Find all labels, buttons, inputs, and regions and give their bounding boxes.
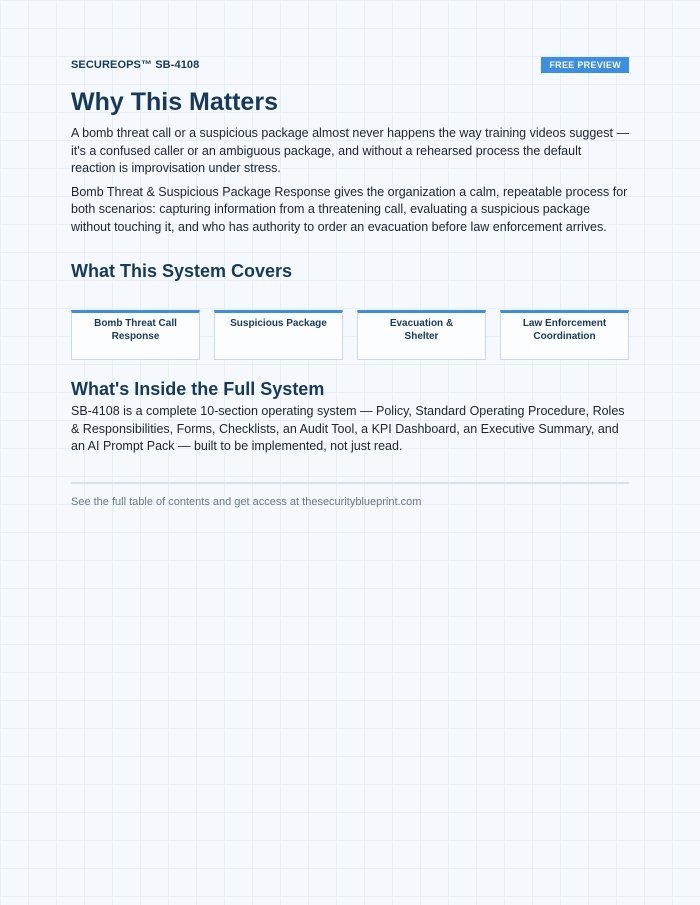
inside-paragraph: SB-4108 is a complete 10-section operating system — Policy, Standard Operating Procedure, Roles & Responsibilities, Forms, Checklists, an Audit Tool, a KPI Dashboard, an Executive Summary, and an AI Prompt Pack — built to be implemented, not just read.	[71, 404, 625, 453]
free-preview-badge: FREE PREVIEW	[541, 57, 629, 73]
why-paragraph-2: Bomb Threat & Suspicious Package Response gives the organization a calm, repeatable process for both scenarios: capturing information from a threatening call, evaluating a suspicious package without touching it, and who has authority to order an evacuation before law enforcement arrives.	[71, 184, 628, 234]
section-divider	[71, 482, 629, 484]
card-label: Suspicious Package	[230, 318, 327, 329]
covers-heading: What This System Covers	[71, 261, 293, 281]
covers-card-row	[71, 310, 629, 360]
brand-label: SECUREOPS™ SB-4108	[71, 59, 200, 71]
card-law-enforcement-coordination	[500, 310, 629, 360]
card-label: Bomb Threat Call Response	[94, 318, 177, 342]
why-paragraph-1: A bomb threat call or a suspicious package almost never happens the way training videos suggest — it's a confused caller or an ambiguous package, and without a rehearsed process the default reaction is improvisation under stress.	[71, 126, 629, 175]
card-bomb-threat-call-response	[71, 310, 200, 360]
footer-note: See the full table of contents and get access at thesecurityblueprint.com	[71, 495, 422, 508]
card-label: Evacuation & Shelter	[389, 318, 454, 342]
top-row	[71, 57, 629, 73]
document-page	[71, 0, 629, 510]
card-evacuation-shelter	[357, 310, 486, 360]
card-label: Law Enforcement Coordination	[522, 318, 607, 342]
page-title: Why This Matters	[71, 88, 278, 116]
inside-heading: What's Inside the Full System	[71, 379, 325, 399]
card-suspicious-package	[214, 310, 343, 360]
